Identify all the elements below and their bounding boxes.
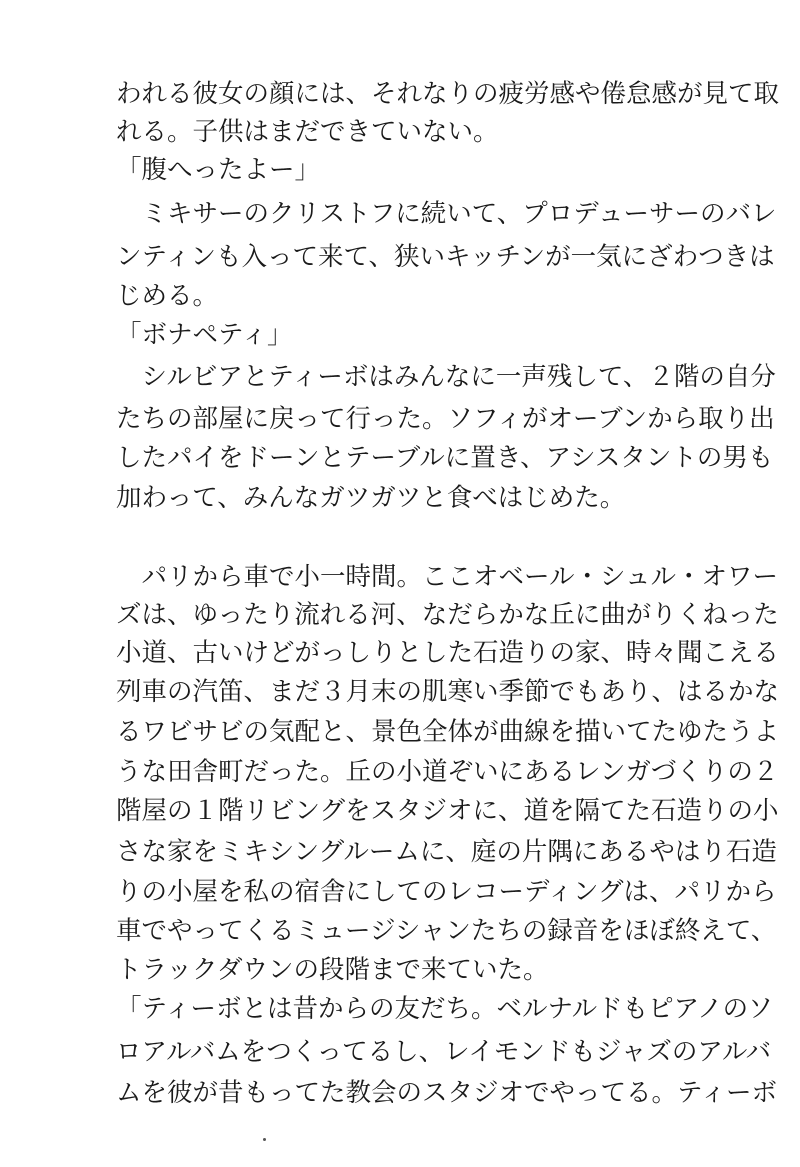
text-line: シルビアとティーボはみんなに一声残して、２階の自分 bbox=[116, 362, 776, 392]
text-line: ンティンも入って来て、狭いキッチンが一気にざわつきは bbox=[116, 242, 775, 272]
text-line: 「ティーボとは昔からの友だち。ベルナルドもピアノのソ bbox=[116, 994, 774, 1024]
text-line: たちの部屋に戻って行った。ソフィがオーブンから取り出 bbox=[116, 404, 775, 434]
text-line: われる彼女の顔には、それなりの疲労感や倦怠感が見て取 bbox=[116, 79, 780, 109]
text-line: 加わって、みんなガツガツと食べはじめた。 bbox=[116, 483, 626, 513]
text-line: パリから車で小一時間。ここオベール・シュル・オワー bbox=[116, 562, 778, 592]
text-line: トラックダウンの段階まで来ていた。 bbox=[116, 955, 549, 985]
text-line: 列車の汽笛、まだ３月末の肌寒い季節でもあり、はるかな bbox=[116, 677, 780, 707]
text-line: ズは、ゆったり流れる河、なだらかな丘に曲がりくねった bbox=[116, 600, 779, 630]
text-line: 車でやってくるミュージシャンたちの録音をほぼ終えて、 bbox=[116, 916, 777, 946]
text-line: れる。子供はまだできていない。 bbox=[116, 117, 499, 147]
text-line: るワビサビの気配と、景色全体が曲線を描いてたゆたうよ bbox=[116, 717, 780, 747]
text-line: したパイをドーンとテーブルに置き、アシスタントの男も bbox=[116, 443, 774, 473]
text-line: ムを彼が昔もってた教会のスタジオでやってる。ティーボ bbox=[116, 1078, 777, 1108]
text-line: うな田舎町だった。丘の小道ぞいにあるレンガづくりの２ bbox=[116, 757, 779, 787]
text-line: 「ボナペティ」 bbox=[116, 320, 293, 350]
scan-speck bbox=[263, 1138, 266, 1141]
text-line: 小道、古いけどがっしりとした石造りの家、時々聞こえる bbox=[116, 638, 780, 668]
text-line: さな家をミキシングルームに、庭の片隅にあるやはり石造 bbox=[116, 837, 777, 867]
text-line: ロアルバムをつくってるし、レイモンドもジャズのアルバ bbox=[116, 1037, 772, 1067]
text-line: ミキサーのクリストフに続いて、プロデューサーのバレ bbox=[116, 199, 777, 229]
text-line: りの小屋を私の宿舎にしてのレコーディングは、パリから bbox=[116, 877, 777, 907]
text-line: 「腹へったよー」 bbox=[116, 155, 321, 185]
text-line: 階屋の１階リビングをスタジオに、道を隔てた石造りの小 bbox=[116, 796, 779, 826]
text-line: じめる。 bbox=[116, 281, 219, 311]
